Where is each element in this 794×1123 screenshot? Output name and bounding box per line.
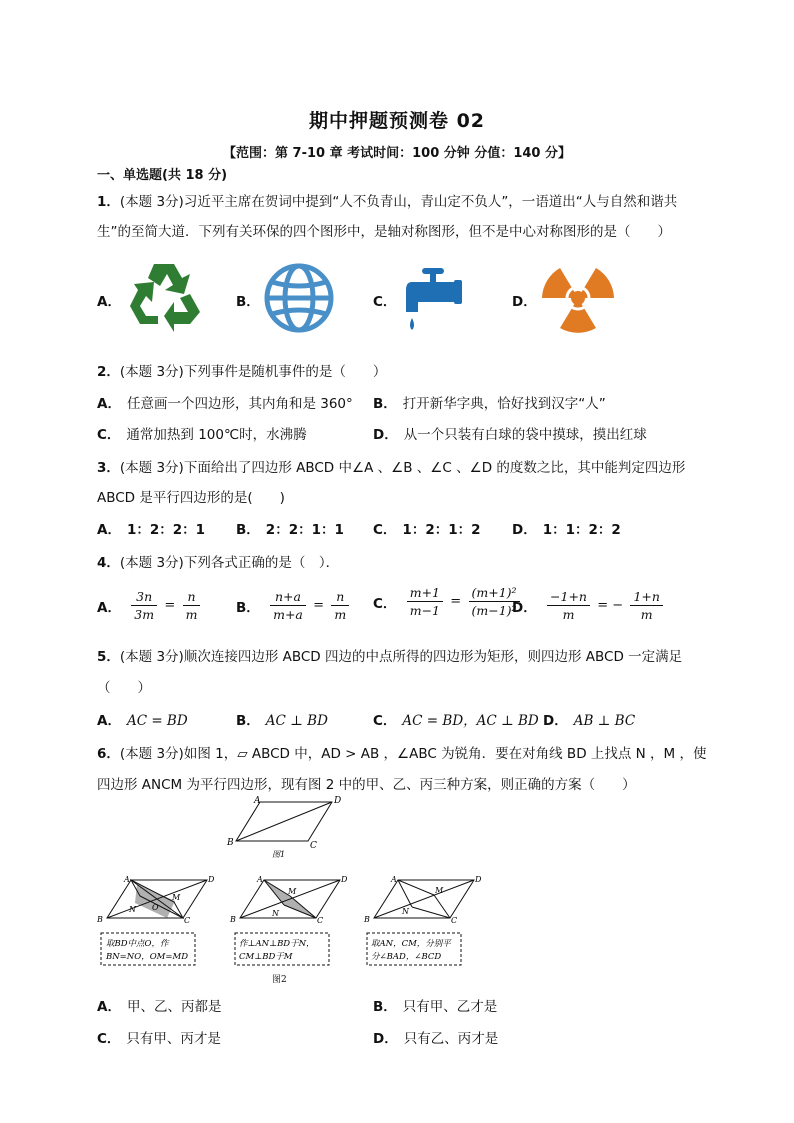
q4-option-d[interactable]: [512, 588, 663, 623]
option-text: AC ⊥ BD: [265, 713, 328, 729]
equals-sign: =: [313, 598, 325, 613]
q5-option-a[interactable]: [97, 709, 188, 729]
option-text: AC = BD，AC ⊥ BD: [402, 713, 539, 729]
option-text: 甲、乙、丙都是: [126, 999, 222, 1015]
equals-sign: = −: [597, 598, 624, 613]
option-label: C．: [97, 1031, 121, 1047]
point-label-m: M: [435, 886, 444, 895]
note-yi-line2: CM⊥BD于M: [239, 952, 293, 962]
point-label-d: D: [208, 875, 215, 884]
numerator: n: [331, 588, 349, 606]
option-label: B．: [373, 999, 397, 1015]
point-label-o: O: [152, 903, 159, 912]
note-yi-line1: 作⊥AN⊥BD于N，: [239, 939, 315, 949]
option-label: D．: [512, 294, 537, 310]
page-title: 期中押题预测卷 02: [308, 110, 486, 132]
point-label-c: C: [310, 841, 317, 851]
q1-option-d[interactable]: [512, 290, 543, 310]
q4-number: 4．: [97, 555, 120, 571]
q3-number: 3．: [97, 460, 120, 476]
option-label: A．: [97, 522, 121, 538]
figure-1-caption: 图1: [272, 850, 286, 859]
option-text: 2：2：1：1: [265, 522, 344, 538]
option-text: 1：1：2：2: [542, 522, 621, 538]
section-heading: 一、单选题(共 18 分): [97, 168, 228, 183]
option-text: 只有乙、丙才是: [403, 1031, 499, 1047]
option-label: C．: [373, 595, 397, 612]
q1-line1: [97, 190, 677, 210]
option-text: 1：2：1：2: [402, 522, 481, 538]
point-label-n: N: [129, 905, 136, 914]
q1-number: 1．: [97, 194, 120, 210]
note-jia-line1: 取BD中点O，作: [106, 939, 169, 949]
q1-text-1: (本题 3分)习近平主席在贺词中提到“人不负青山，青山定不负人”，一语道出“人与自然和谐共: [119, 194, 678, 210]
point-label-b: B: [227, 838, 234, 848]
fraction-left: [270, 588, 306, 623]
note-bing-line2: 分∠BAD，∠BCD: [371, 952, 442, 962]
q4-option-a[interactable]: [97, 588, 200, 623]
q6-option-d[interactable]: [373, 1027, 498, 1047]
q5-text-1: (本题 3分)顺次连接四边形 ABCD 四边的中点所得的四边形为矩形，则四边形 ABCD 一定满足: [119, 649, 683, 665]
q6-number: 6．: [97, 746, 120, 762]
option-label: C．: [373, 522, 397, 538]
option-label: A．: [97, 713, 121, 729]
q2-number: 2．: [97, 364, 120, 380]
q6-text-1: (本题 3分)如图 1，▱ ABCD 中，AD > AB ，∠ABC 为锐角．要在对角线 BD 上找点 N ，M ，使: [119, 746, 707, 762]
point-label-d: D: [334, 796, 342, 806]
option-label: B．: [236, 713, 260, 729]
equals-sign: =: [164, 598, 176, 613]
option-label: A．: [97, 294, 121, 310]
q4-option-b[interactable]: [236, 588, 349, 623]
q2-option-a[interactable]: [97, 392, 353, 412]
q6-line1: [97, 742, 707, 762]
q3-option-b[interactable]: [236, 518, 344, 538]
figure-2-caption: 图2: [272, 975, 287, 985]
fraction-right: [630, 588, 662, 623]
q2-text: (本题 3分)下列事件是随机事件的是（ ）: [119, 364, 387, 380]
q5-option-d[interactable]: [543, 709, 635, 729]
option-label: C．: [97, 427, 121, 443]
option-text: 只有甲、丙才是: [126, 1031, 221, 1047]
option-label: C．: [373, 294, 397, 310]
q3-line1: [97, 456, 685, 476]
option-text: 打开新华字典，恰好找到汉字“人”: [402, 396, 606, 412]
fraction-right: [331, 588, 349, 623]
option-label: A．: [97, 396, 121, 412]
q3-text-1: (本题 3分)下面给出了四边形 ABCD 中∠A 、∠B 、∠C 、∠D 的度数之比，其中能判定四边形: [119, 460, 686, 476]
numerator: (m+1)²: [469, 584, 520, 602]
option-text: 任意画一个四边形，其内角和是 360°: [126, 396, 353, 412]
point-label-b: B: [97, 915, 103, 924]
q2-option-c[interactable]: [97, 423, 307, 443]
numerator: n: [183, 588, 201, 606]
option-text: 从一个只装有白球的袋中摸球，摸出红球: [403, 427, 647, 443]
denominator: m: [562, 607, 575, 622]
figure-2-yi: [228, 874, 348, 924]
denominator: m: [640, 607, 653, 622]
point-label-m: M: [172, 893, 181, 902]
note-bing-line1: 取AN，CM，分别平: [371, 939, 451, 949]
numerator: 3n: [131, 588, 157, 606]
fraction-right: [183, 588, 201, 623]
q3-option-c[interactable]: [373, 518, 481, 538]
denominator: m: [334, 607, 347, 622]
figure-2-bing: [362, 874, 482, 924]
radiation-icon: [540, 262, 616, 334]
denominator: m+a: [273, 607, 303, 622]
q1-line2: 生”的至简大道．下列有关环保的四个图形中，是轴对称图形，但不是中心对称图形的是（ ）: [97, 224, 671, 240]
q1-option-c[interactable]: [373, 290, 402, 310]
q3-option-d[interactable]: [512, 518, 621, 538]
fraction-left: [547, 588, 590, 623]
figure-1: [224, 795, 344, 861]
option-text: 1：2：2：1: [126, 522, 206, 538]
denominator: 3m: [134, 607, 155, 622]
option-text: 通常加热到 100℃时，水沸腾: [126, 427, 307, 443]
q6-option-c[interactable]: [97, 1027, 221, 1047]
note-jia: [100, 932, 196, 966]
point-label-n: N: [402, 907, 409, 916]
point-label-c: C: [451, 916, 458, 924]
numerator: n+a: [270, 588, 306, 606]
recycle-icon: [124, 260, 204, 334]
point-label-d: D: [475, 875, 482, 884]
equals-sign: =: [450, 594, 462, 609]
denominator: m: [185, 607, 198, 622]
point-label-b: B: [364, 915, 370, 924]
option-label: A．: [97, 999, 121, 1015]
q6-line2: 四边形 ANCM 为平行四边形，现有图 2 中的甲、乙、丙三种方案，则正确的方案（ ）: [97, 777, 636, 793]
q5-number: 5．: [97, 649, 120, 665]
q4-option-c[interactable]: [373, 584, 520, 619]
option-text: 只有甲、乙才是: [402, 999, 498, 1015]
denominator: (m−1)²: [471, 603, 517, 618]
numerator: m+1: [407, 584, 443, 602]
point-label-a: A: [124, 875, 130, 884]
q6-option-b[interactable]: [373, 995, 497, 1015]
option-label: A．: [97, 599, 121, 616]
q4-text: (本题 3分)下列各式正确的是（ ）．: [119, 555, 340, 571]
q2-option-d[interactable]: [373, 423, 647, 443]
note-yi: [234, 932, 330, 966]
point-label-c: C: [317, 916, 324, 924]
q2-stem: [97, 360, 386, 380]
option-label: B．: [236, 599, 260, 616]
point-label-n: N: [272, 909, 279, 918]
q5-line1: [97, 645, 682, 665]
fraction-left: [131, 588, 157, 623]
point-label-a: A: [391, 875, 397, 884]
q1-option-a[interactable]: [97, 290, 127, 310]
option-label: C．: [373, 713, 397, 729]
point-label-m: M: [288, 887, 297, 896]
option-label: D．: [512, 599, 537, 616]
option-label: D．: [373, 427, 398, 443]
numerator: −1+n: [547, 588, 590, 606]
point-label-a: A: [254, 796, 261, 806]
point-label-c: C: [184, 916, 191, 924]
option-label: D．: [373, 1031, 398, 1047]
q5-line2: （ ）: [97, 680, 151, 696]
numerator: 1+n: [630, 588, 662, 606]
q3-option-a[interactable]: [97, 518, 205, 538]
option-text: AB ⊥ BC: [573, 713, 636, 729]
q3-line2: ABCD 是平行四边形的是( ): [97, 490, 285, 506]
option-label: D．: [512, 522, 537, 538]
option-text: AC = BD: [126, 713, 188, 729]
globe-icon: [262, 262, 336, 334]
note-jia-line2: BN=NO，OM=MD: [106, 952, 189, 962]
fraction-left: [407, 584, 443, 619]
denominator: m−1: [409, 603, 440, 618]
option-label: B．: [236, 522, 260, 538]
q2-option-b[interactable]: [373, 392, 606, 412]
point-label-b: B: [230, 915, 236, 924]
faucet-icon: [402, 266, 464, 332]
point-label-a: A: [257, 875, 263, 884]
option-label: B．: [373, 396, 397, 412]
option-label: D．: [543, 713, 568, 729]
figure-2-jia: [95, 874, 215, 924]
q6-option-a[interactable]: [97, 995, 221, 1015]
q5-option-c[interactable]: [373, 709, 539, 729]
point-label-d: D: [341, 875, 348, 884]
page-subtitle: 【范围：第 7-10 章 考试时间：100 分钟 分值：140 分】: [223, 146, 571, 161]
option-label: B．: [236, 294, 260, 310]
note-bing: [366, 932, 462, 966]
q4-stem: [97, 551, 339, 571]
q5-option-b[interactable]: [236, 709, 328, 729]
